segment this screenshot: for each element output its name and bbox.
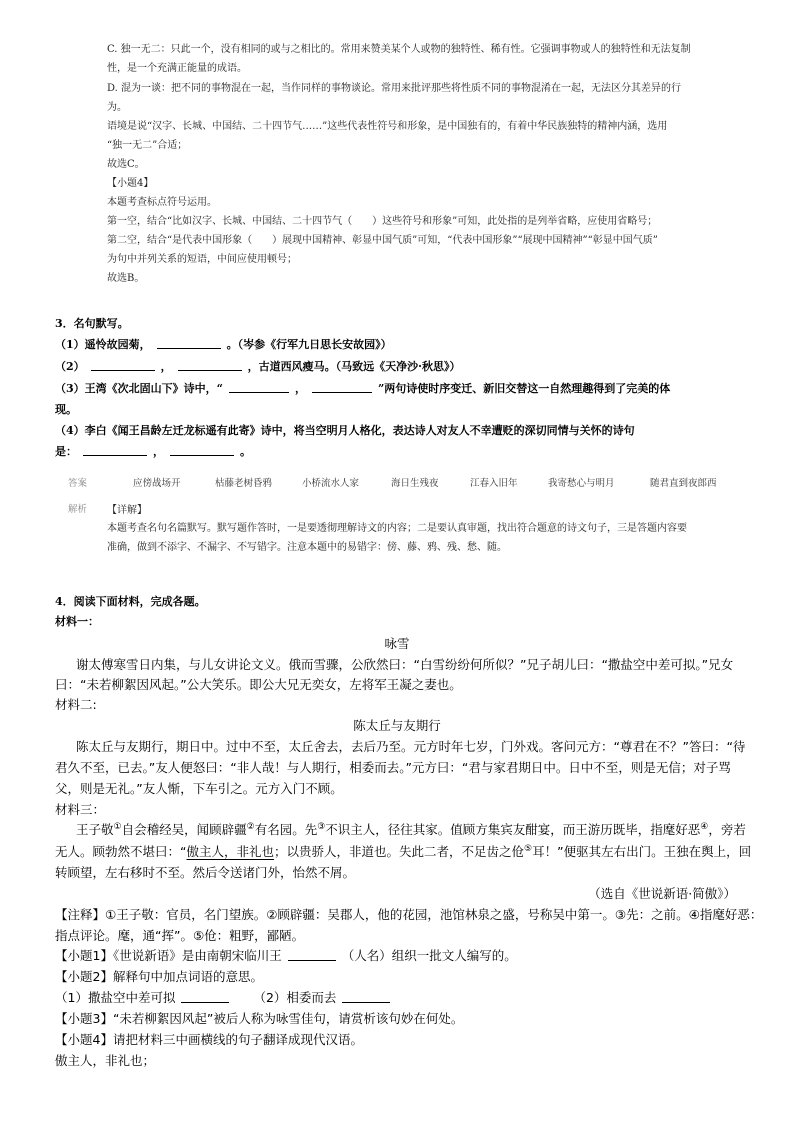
answer-4: 海日生残夜	[391, 478, 439, 489]
subq-2-items: （1）撒盐空中差可拟 （2）相委而去	[55, 988, 396, 1006]
subq-4-text: 傲主人，非礼也；	[55, 1053, 156, 1068]
answer-6: 我寄愁心与明月	[548, 478, 615, 489]
blank[interactable]	[312, 392, 372, 393]
option-c-line-2: 性，是一个充满正能量的成语。	[107, 63, 247, 74]
subq-4: 【小题4】请把材料三中画横线的句子翻译成现代汉语。	[55, 1032, 363, 1047]
q3-item-4-cont: 是： ， 。	[55, 445, 251, 458]
punct-line-3: 第二空，结合“是代表中国形象（ ）展现中国精神、彰显中国气质”可知，“代表中国形象”“展现中国精神”“彰显中国气质”	[107, 235, 658, 246]
subq-2: 【小题2】解释句中加点词语的意思。	[55, 969, 263, 984]
option-d-line-1: D. 混为一谈：把不同的事物混在一起，当作同样的事物谈论。常用来批评那些将性质不同的事物混淆在一起，无法区分其差异的行	[107, 83, 682, 94]
material-2-label: 材料二:	[55, 697, 97, 712]
answer-3: 小桥流水人家	[302, 478, 360, 489]
material-3-label: 材料三：	[55, 802, 106, 817]
analysis-label: 解析	[68, 504, 88, 515]
material-2-title: 陈太丘与友期行	[353, 718, 441, 733]
option-d-line-2: 为。	[107, 102, 127, 113]
option-c-line-1: C. 独一无二：只此一个，没有相同的或与之相比的。常用来赞美某个人或物的独特性、稀有性。它强调事物或人的独特性和无法复制	[107, 44, 691, 55]
q3-item-1: （1）遥怜故园菊， 。（岑参《行军九日思长安故园》）	[55, 338, 392, 351]
material-2-line-3: 父，则是无礼。”友人惭，下车引之。元方入门不顾。	[55, 781, 343, 796]
blank[interactable]	[288, 960, 336, 961]
material-1-line-1: 谢太傅寒雪日内集，与儿女讲论文义。俄而雪骤，公欣然曰：“白雪纷纷何所似？”兄子胡儿曰：“撒盐空中差可拟。”兄女	[76, 657, 734, 672]
blank[interactable]	[181, 1002, 229, 1003]
q3-item-2: （2） ， ，古道西风瘦马。（马致远《天净沙·秋思》）	[55, 360, 461, 373]
q3-item-3: （3）王湾《次北固山下》诗中，“ ， ”两句诗使时序变迁、新旧交替这一自然理趣得到了完美的体	[55, 382, 671, 395]
q3-item-3-cont: 现。	[55, 403, 77, 416]
punct-line-4: 为句中并列关系的短语，中间应使用顿号；	[107, 254, 297, 265]
blank[interactable]	[157, 348, 221, 349]
blank[interactable]	[83, 455, 147, 456]
answer-1: 应傍战场开	[133, 478, 181, 489]
answer-5: 江春入旧年	[470, 478, 518, 489]
punct-line-1: 本题考查标点符号运用。	[107, 197, 217, 208]
context-line-1: 语境是说“汉字、长城、中国结、二十四节气……”这些代表性符号和形象，是中国独有的，有着中华民族独特的精神内涵，选用	[107, 121, 668, 132]
choose-c: 故选C。	[107, 159, 145, 170]
analysis-detail: 【详解】	[107, 505, 147, 516]
notes-line-2: 指点评论。麾，通“挥”。⑤伧：粗野，鄙陋。	[55, 928, 305, 943]
material-3-line-2: 无人。顾勃然不堪曰：“傲主人，非礼也；以贵骄人，非道也。失此二者，不足齿之伧⑤耳！”便驱其左右出门。王独在舆上，回	[55, 843, 752, 859]
context-line-2: “独一无二”合适；	[107, 140, 188, 151]
source-citation: （选自《世说新语·简傲》）	[588, 886, 736, 901]
material-1-line-2: 曰：“未若柳絮因风起。”公大笑乐。即公大兄无奕女，左将军王凝之妻也。	[55, 677, 462, 692]
material-1-title: 咏雪	[384, 636, 410, 651]
subquestion-4-label: 【小题4】	[107, 178, 154, 189]
choose-b: 故选B。	[107, 273, 145, 284]
q3-title: 3．名句默写。	[55, 317, 129, 330]
notes-line-1: 【注释】①王子敬：官员，名门望族。②顾辟疆：吴郡人，他的花园，池馆林泉之盛，号称吴中第一。③先：之前。④指麾好恶：	[55, 907, 763, 922]
blank[interactable]	[178, 370, 242, 371]
q4-title: 4．阅读下面材料，完成各题。	[55, 595, 206, 608]
answer-label: 答案	[68, 478, 88, 489]
analysis-line-1: 本题考查名句名篇默写。默写题作答时，一是要透彻理解诗文的内容；二是要认真审题，找出符合题意的诗文句子，三是答题内容要	[107, 523, 687, 534]
punct-line-2: 第一空，结合“比如汉字、长城、中国结、二十四节气（ ）这些符号和形象”可知，此处指的是列举省略，应使用省略号；	[107, 216, 658, 227]
subq-3: 【小题3】“未若柳絮因风起”被后人称为咏雪佳句，请赏析该句妙在何处。	[55, 1011, 464, 1026]
blank[interactable]	[229, 392, 289, 393]
blank[interactable]	[342, 1002, 390, 1003]
underlined-sentence: 傲主人，非礼也	[186, 844, 274, 859]
material-1-label: 材料一：	[55, 615, 99, 628]
material-2-line-2: 君久不至，已去。”友人便怒曰：“非人哉！与人期行，相委而去。”元方曰：“君与家君期日中。日中不至，则是无信；对子骂	[55, 760, 731, 775]
answer-7: 随君直到夜郎西	[650, 478, 717, 489]
subq-1: 【小题1】《世说新语》是由南朝宋临川王 （人名）组织一批文人编写的。	[55, 948, 517, 963]
material-2-line-1: 陈太丘与友期行，期日中。过中不至，太丘舍去，去后乃至。元方时年七岁，门外戏。客问元方：“尊君在不？”答曰：“待	[76, 739, 746, 754]
blank[interactable]	[170, 455, 234, 456]
analysis-line-2: 准确，做到不添字、不漏字、不写错字。注意本题中的易错字：傍、藤、鸦、残、愁、随。	[107, 542, 507, 553]
answer-2: 枯藤老树昏鸦	[215, 478, 273, 489]
blank[interactable]	[91, 370, 155, 371]
q3-item-4: （4）李白《闻王昌龄左迁龙标遥有此寄》诗中，将当空明月人格化，表达诗人对友人不幸遭贬的深切同情与关怀的诗句	[55, 424, 635, 437]
material-3-line-3: 转顾望，左右移时不至。然后令送诸门外，怡然不屑。	[55, 865, 356, 880]
material-3-line-1: 王子敬①自会稽经吴，闻顾辟疆②有名园。先③不识主人，径往其家。值顾方集宾友酣宴，而王游历既毕，指麾好恶④，旁若	[76, 821, 746, 837]
